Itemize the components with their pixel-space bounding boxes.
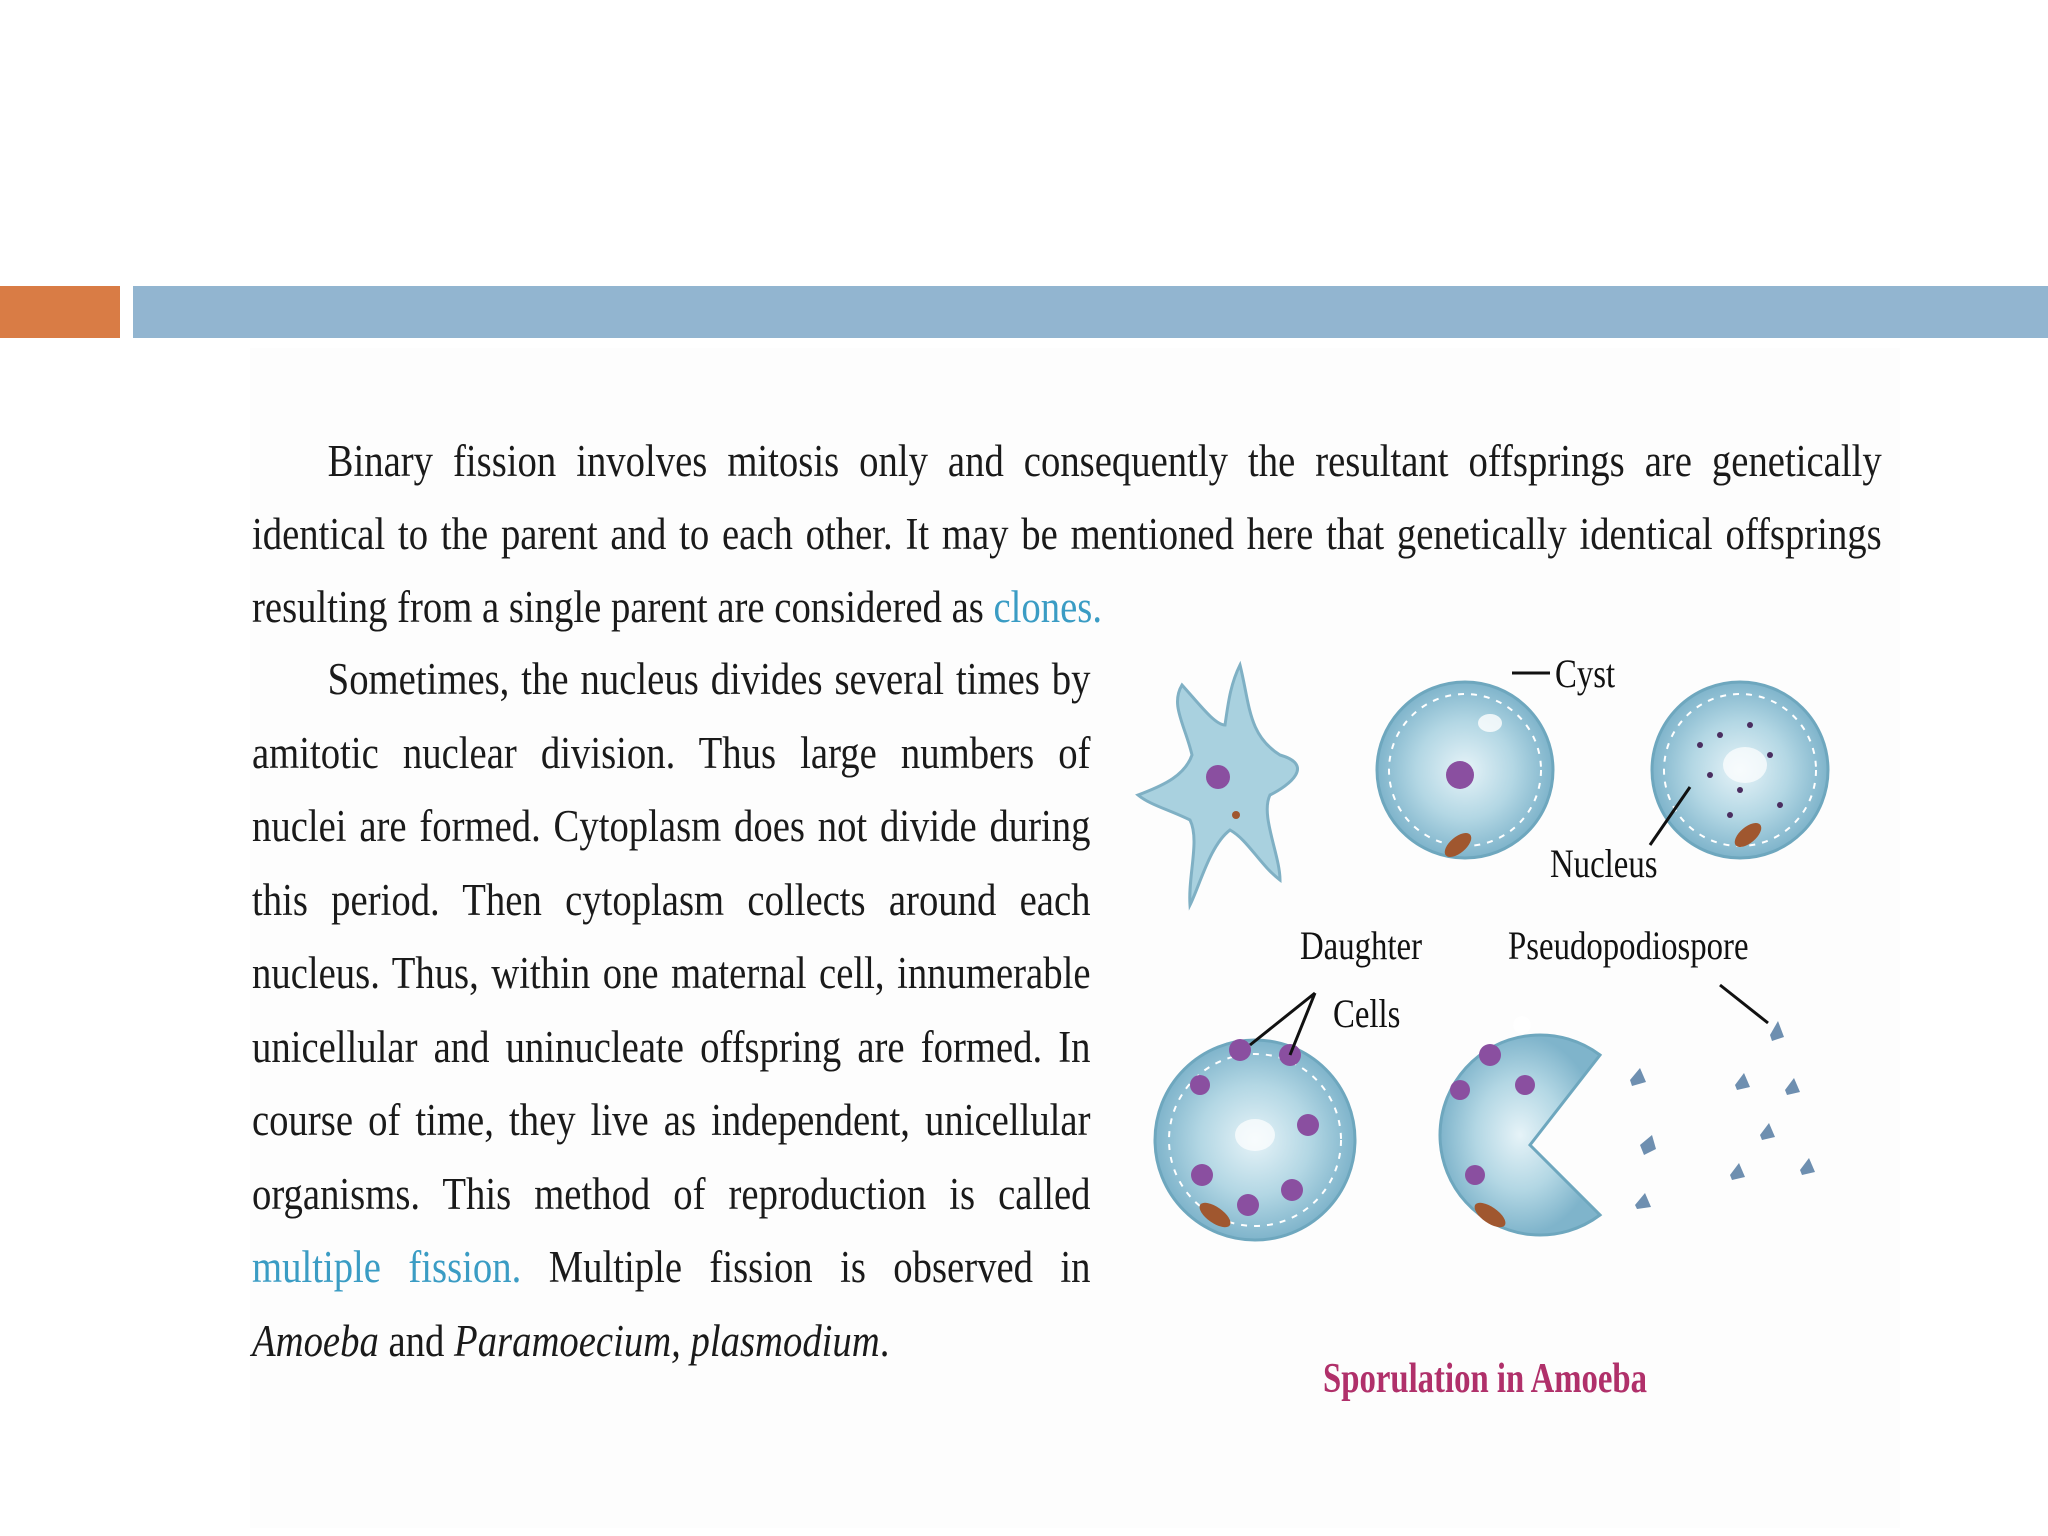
term-multiple-fission: multiple fission. [252, 1242, 522, 1292]
daughter-cells-illustration [1155, 993, 1355, 1240]
label-daughter: Daughter [1300, 923, 1423, 968]
label-pseudopodiospore: Pseudopodiospore [1508, 923, 1749, 968]
header-bar [133, 286, 2048, 338]
final-period: . [879, 1315, 890, 1366]
amoeba-cell-illustration [1138, 665, 1298, 905]
organism-amoeba: Amoeba [252, 1315, 379, 1366]
rupturing-cell-illustration [1440, 1016, 1656, 1235]
term-clones: clones. [993, 582, 1103, 632]
and-word: and [388, 1315, 445, 1366]
header-accent-bar [0, 286, 120, 338]
organism-paramoecium-plasmodium: Paramoecium, plasmodium [454, 1315, 880, 1366]
paragraph-binary-fission-text: Binary fission involves mitosis only and consequently the resultant offsprings are genetically identical to the parent and to each other. It may be mentioned here that genetically identical offsprings resulting from a single parent are considered as [252, 436, 1882, 632]
label-nucleus: Nucleus [1550, 841, 1658, 886]
paragraph-multiple-fission-text: Sometimes, the nucleus divides several times by amitotic nuclear division. Thus large numbers of nuclei are formed. Cytoplasm does not divide during this period. Then cytoplasm collects around each nucleus. Thus, within one maternal cell, innumerable unicellular and uninucleate offspring are formed. In course of time, they live as independent, unicellular organisms. This method of reproduction is called [252, 654, 1091, 1219]
multinucleate-cyst-illustration [1650, 682, 1828, 858]
label-cyst: Cyst [1555, 651, 1616, 696]
sporulation-figure [1130, 615, 1860, 1415]
paragraph-multiple-fission-tail: Multiple fission is observed in [548, 1242, 1091, 1292]
pseudopodiospores-illustration [1720, 985, 1815, 1180]
figure-caption: Sporulation in Amoeba [1323, 1356, 1648, 1402]
paragraph-binary-fission [252, 425, 1882, 644]
paragraph-multiple-fission [252, 643, 1091, 1378]
label-cells: Cells [1333, 991, 1401, 1036]
cyst-illustration [1377, 673, 1553, 861]
